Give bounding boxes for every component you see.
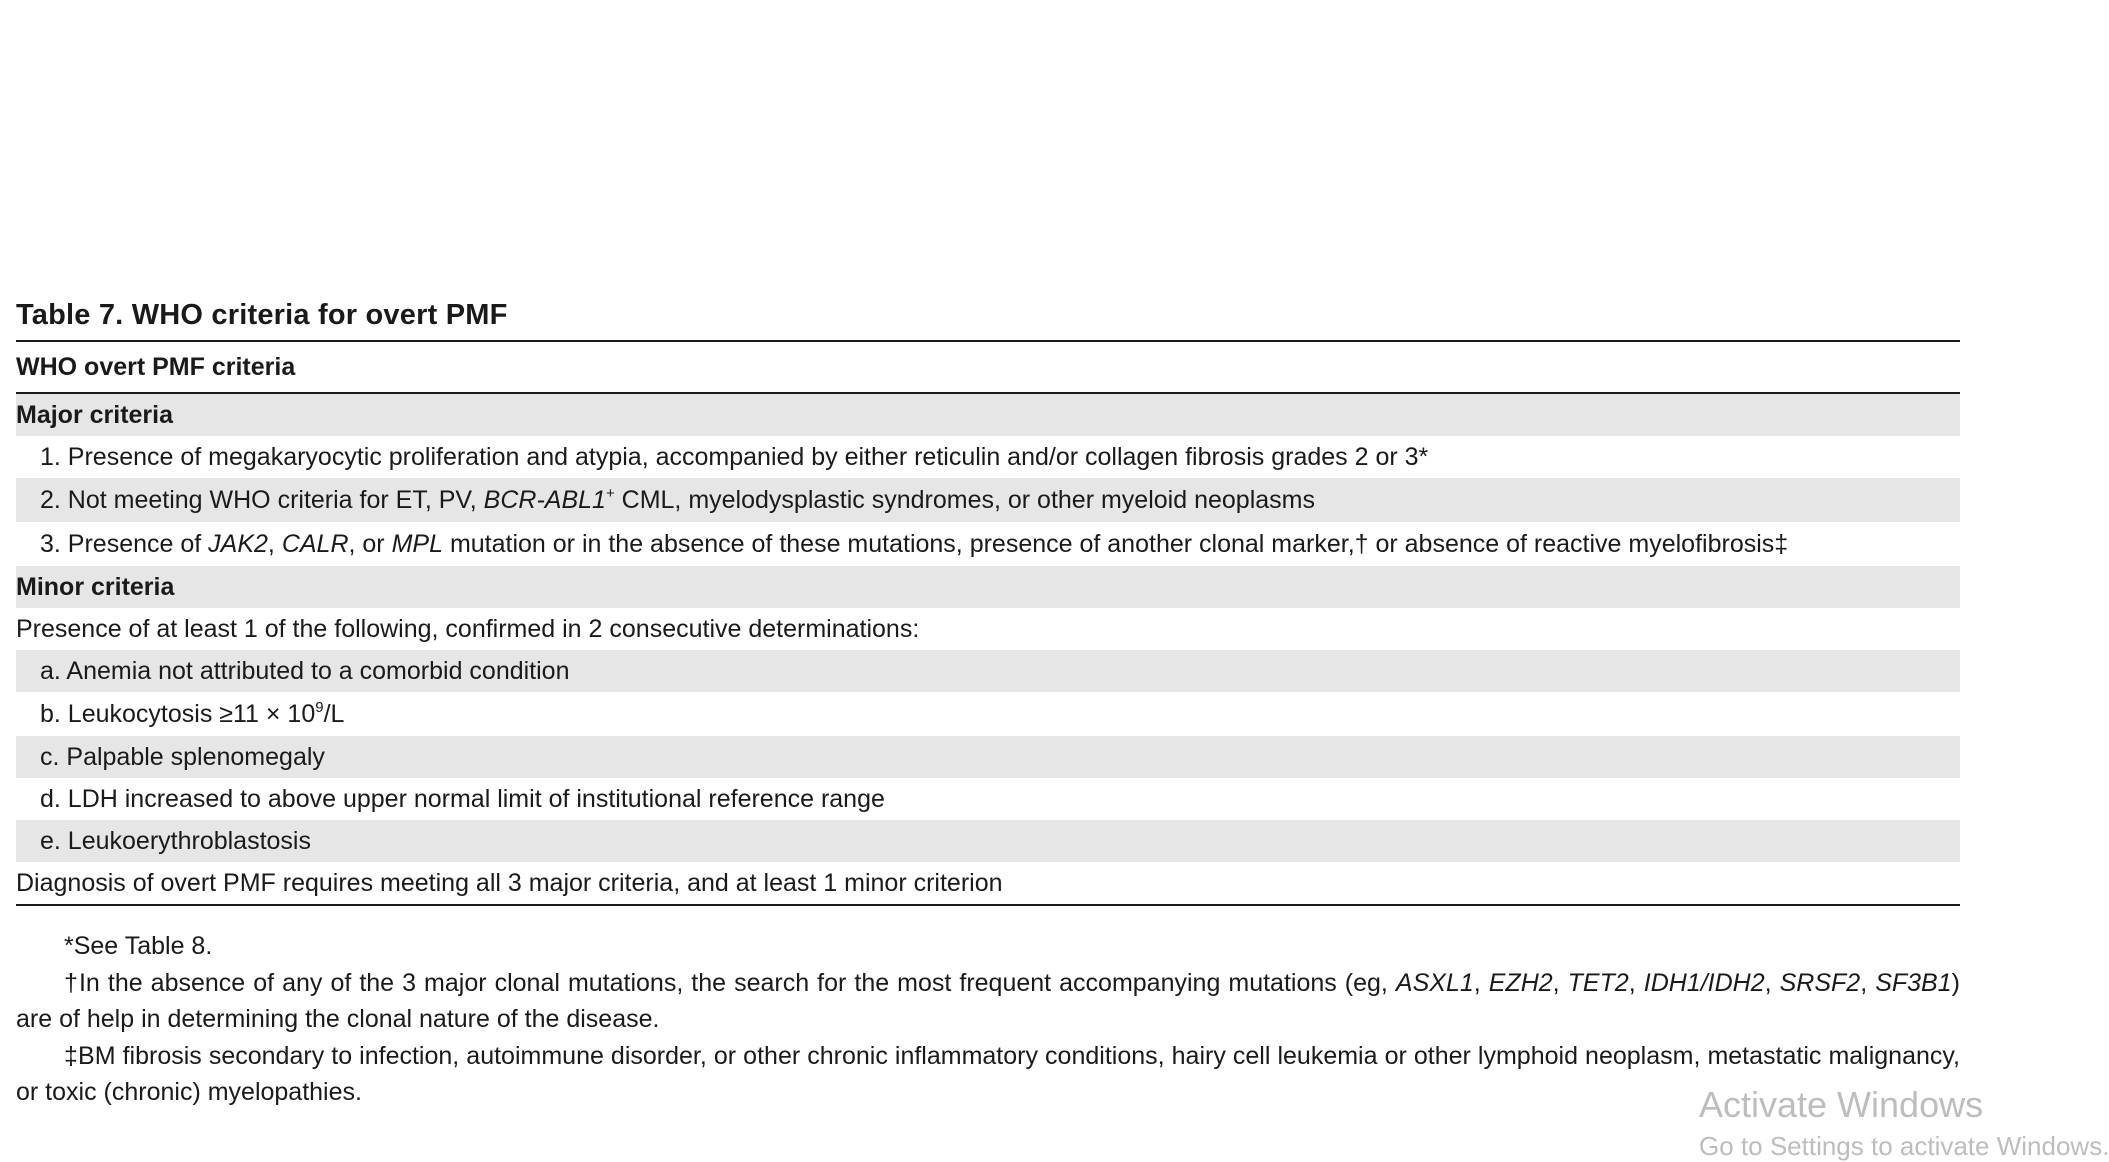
activate-windows-subtitle: Go to Settings to activate Windows. xyxy=(1699,1131,2109,1161)
major-criterion-1: 1. Presence of megakaryocytic proliferation and atypia, accompanied by either reticulin and/or collagen fibrosis grades 2 or 3* xyxy=(40,443,1429,471)
activate-windows-watermark: Activate Windows xyxy=(1699,1084,1984,1125)
major-criterion-3: 3. Presence of JAK2, CALR, or MPL mutation or in the absence of these mutations, presence of another clonal marker,† or absence of reactive myelofibrosis‡ xyxy=(40,530,1789,558)
minor-criterion-c: c. Palpable splenomegaly xyxy=(16,736,1960,778)
minor-criterion-b: b. Leukocytosis $\ge 11 \times 10^9/L$ xyxy=(40,699,345,728)
footnote-asterisk: *See Table 8. xyxy=(64,932,213,960)
table-title: Table 7. WHO criteria for overt PMF xyxy=(16,299,508,331)
minor-criterion-e: e. Leukoerythroblastosis xyxy=(16,820,1960,862)
minor-criterion-a: a. Anemia not attributed to a comorbid condition xyxy=(16,650,1960,692)
bottom-rule xyxy=(16,904,1960,906)
major-criteria-heading: Major criteria xyxy=(16,394,1960,436)
diagnosis-requirement: Diagnosis of overt PMF requires meeting all 3 major criteria, and at least 1 minor criterion xyxy=(16,869,1003,897)
document-table-7 xyxy=(16,294,1960,1111)
footnote-dagger: †In the absence of any of the 3 major clonal mutations, the search for the most frequent accompanying mutations (eg, ASXL1, EZH2, TET2, IDH1/IDH2, SRSF2, SF3B1) are of help in determining the clonal nature of the disease. xyxy=(16,968,1960,1033)
footnotes xyxy=(16,928,1960,1111)
table-column-header: WHO overt PMF criteria xyxy=(16,353,296,381)
minor-criteria-intro: Presence of at least 1 of the following, confirmed in 2 consecutive determinations: xyxy=(16,615,920,643)
footnote-double-dagger: ‡BM fibrosis secondary to infection, autoimmune disorder, or other chronic inflammatory conditions, hairy cell leukemia or other lymphoid neoplasm, metastatic malignancy, or toxic (chronic) myelopathies. xyxy=(16,1041,1960,1106)
minor-criteria-heading: Minor criteria xyxy=(16,566,1960,608)
major-criterion-2: 2. Not meeting WHO criteria for ET, PV, BCR-ABL1+ CML, myelodysplastic syndromes, or other myeloid neoplasms xyxy=(16,478,1960,522)
minor-criterion-d: d. LDH increased to above upper normal limit of institutional reference range xyxy=(40,785,885,813)
